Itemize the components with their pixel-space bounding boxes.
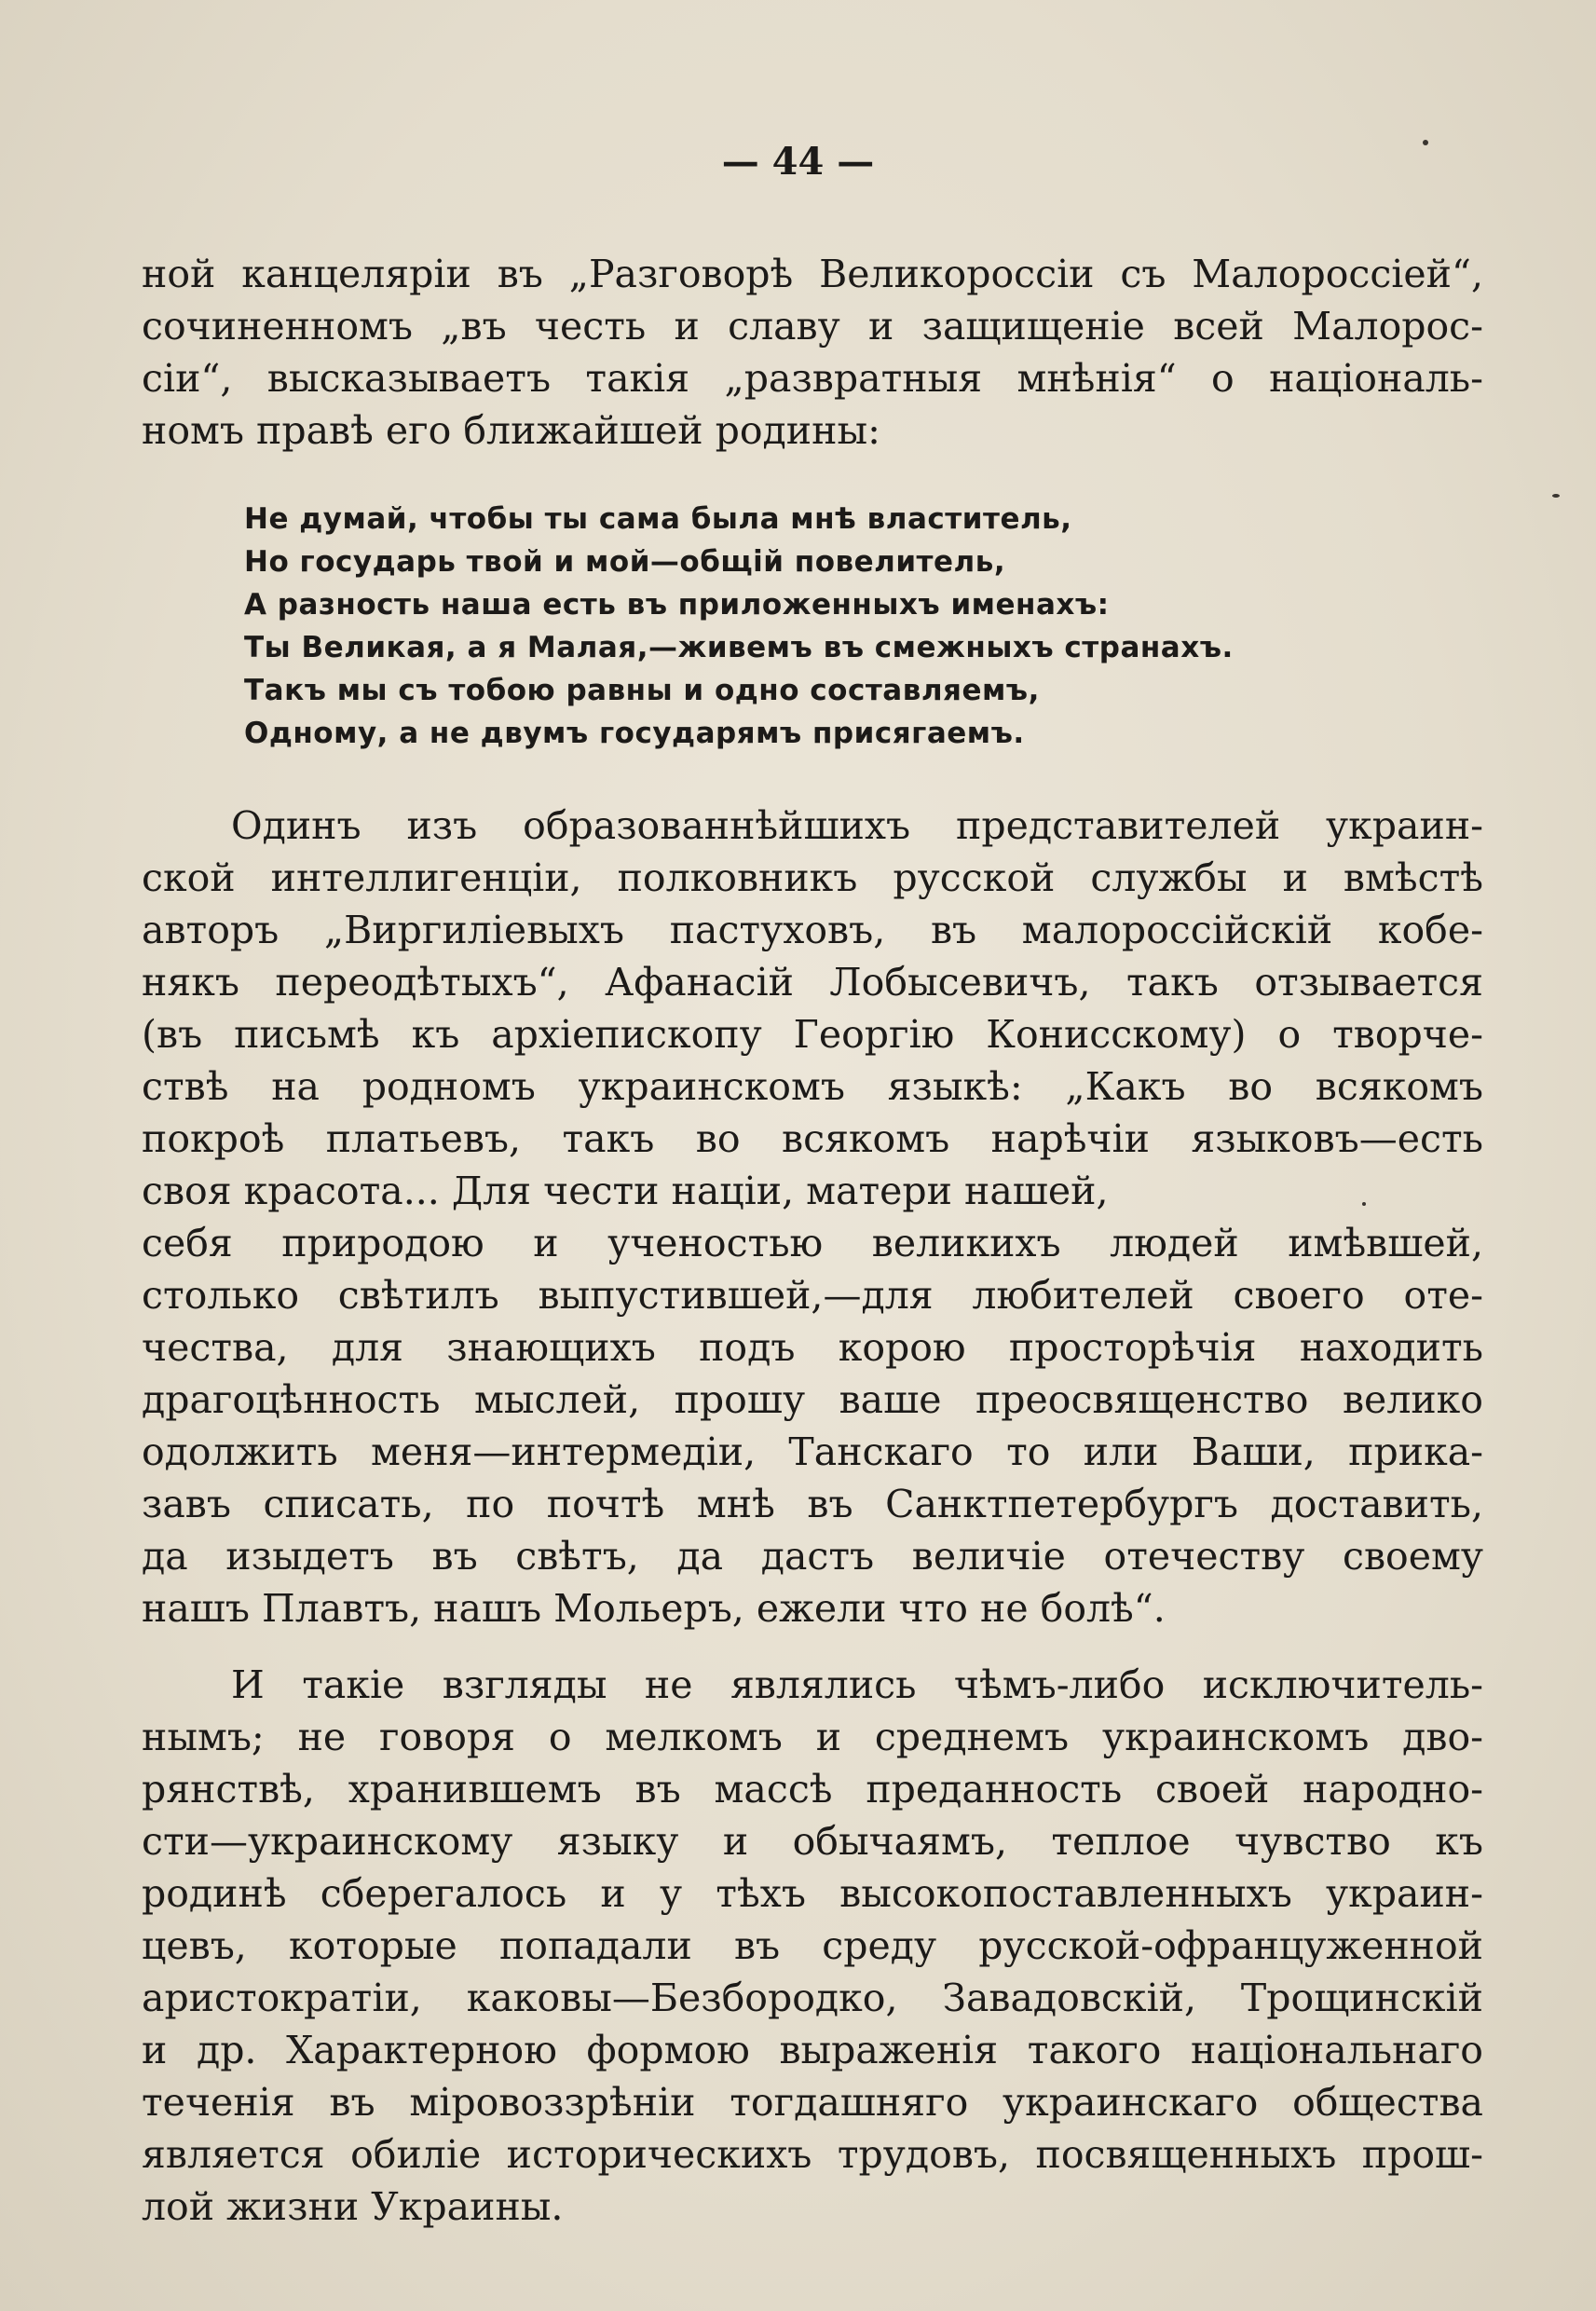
paper-speck [1423,140,1428,145]
paragraph-3-line: сти—украинскому языку и обычаямъ, теплое чувство къ [142,1819,1483,1864]
verse-line: Но государь твой и мой—общій повелитель, [244,545,1006,579]
verse-line: Не думай, чтобы ты сама была мнѣ властитель, [244,502,1072,536]
verse-line: А разность наша есть въ приложенныхъ именахъ: [244,588,1110,622]
paragraph-1-line: номъ правѣ его ближайшей родины: [142,408,880,453]
paragraph-3-line: рянствѣ, хранившемъ въ массѣ преданность своей народно- [142,1767,1483,1812]
paragraph-3-line: цевъ, которые попадали въ среду русской-офранцуженной [142,1923,1483,1968]
paper-speck [1362,1202,1366,1206]
paragraph-2-line: драгоцѣнность мыслей, прошу ваше преосвященство велико [142,1377,1483,1422]
paragraph-2-line: столько свѣтилъ выпустившей,—для любителей своего оте- [142,1273,1483,1318]
paper-speck [1552,494,1560,498]
paragraph-2-line: нашъ Плавтъ, нашъ Мольеръ, ежели что не болѣ“. [142,1586,1166,1631]
paragraph-2-line: себя природою и ученостью великихъ людей имѣвшей, [142,1221,1483,1265]
paragraph-2-line: своя красота... Для чести націи, матери нашей, [142,1169,1109,1213]
paragraph-3-line: нымъ; не говоря о мелкомъ и среднемъ украинскомъ дво- [142,1715,1483,1759]
paragraph-2-line: завъ списать, по почтѣ мнѣ въ Санктпетербургъ доставить, [142,1482,1483,1526]
paragraph-2-line: одолжить меня—интермедіи, Танскаго то или Ваши, прика- [142,1429,1483,1474]
paragraph-1-line: ной канцеляріи въ „Разговорѣ Великороссіи съ Малороссіей“, [142,252,1483,296]
paragraph-2-line: покроѣ платьевъ, такъ во всякомъ нарѣчіи языковъ—есть [142,1116,1483,1161]
paragraph-3-line: И такіе взгляды не являлись чѣмъ-либо исключитель- [231,1662,1483,1707]
paragraph-1-line: сочиненномъ „въ честь и славу и защищеніе всей Малорос- [142,304,1483,349]
verse-line: Одному, а не двумъ государямъ присягаемъ. [244,717,1025,750]
paragraph-3-line: лой жизни Украины. [142,2184,564,2229]
paragraph-2-line: ской интеллигенціи, полковникъ русской службы и вмѣстѣ [142,855,1483,900]
paragraph-2-line: да изыдетъ въ свѣтъ, да дастъ величіе отечеству своему [142,1534,1483,1579]
paragraph-2-line: авторъ „Виргиліевыхъ пастуховъ, въ малороссійскій кобе- [142,908,1483,952]
paragraph-2-line: чества, для знающихъ подъ корою просторѣчія находить [142,1325,1483,1370]
paragraph-2-line: ствѣ на родномъ украинскомъ языкѣ: „Какъ во всякомъ [142,1064,1483,1109]
paragraph-3-line: и др. Характерною формою выраженія такого національнаго [142,2028,1483,2072]
paragraph-3-line: родинѣ сберегалось и у тѣхъ высокопоставленныхъ украин- [142,1871,1483,1916]
page-number: — 44 — [721,140,875,184]
paragraph-3-line: теченія въ міровоззрѣніи тогдашняго украинскаго общества [142,2080,1483,2125]
paragraph-2-line: някъ переодѣтыхъ“, Афанасій Лобысевичъ, такъ отзывается [142,960,1483,1005]
verse-line: Такъ мы съ тобою равны и одно составляемъ, [244,674,1040,707]
paragraph-1-line: сіи“, высказываетъ такія „развратныя мнѣнія“ о національ- [142,356,1483,401]
paragraph-3-line: аристократіи, каковы—Безбородко, Завадовскій, Трощинскій [142,1976,1483,2020]
paragraph-3-line: является обиліе историческихъ трудовъ, посвященныхъ прош- [142,2132,1483,2177]
paragraph-2-line: Одинъ изъ образованнѣйшихъ представителей украин- [231,803,1483,848]
paragraph-2-line: (въ письмѣ къ архіепископу Георгію Конисскому) о творче- [142,1012,1483,1057]
verse-line: Ты Великая, а я Малая,—живемъ въ смежныхъ странахъ. [244,631,1234,664]
